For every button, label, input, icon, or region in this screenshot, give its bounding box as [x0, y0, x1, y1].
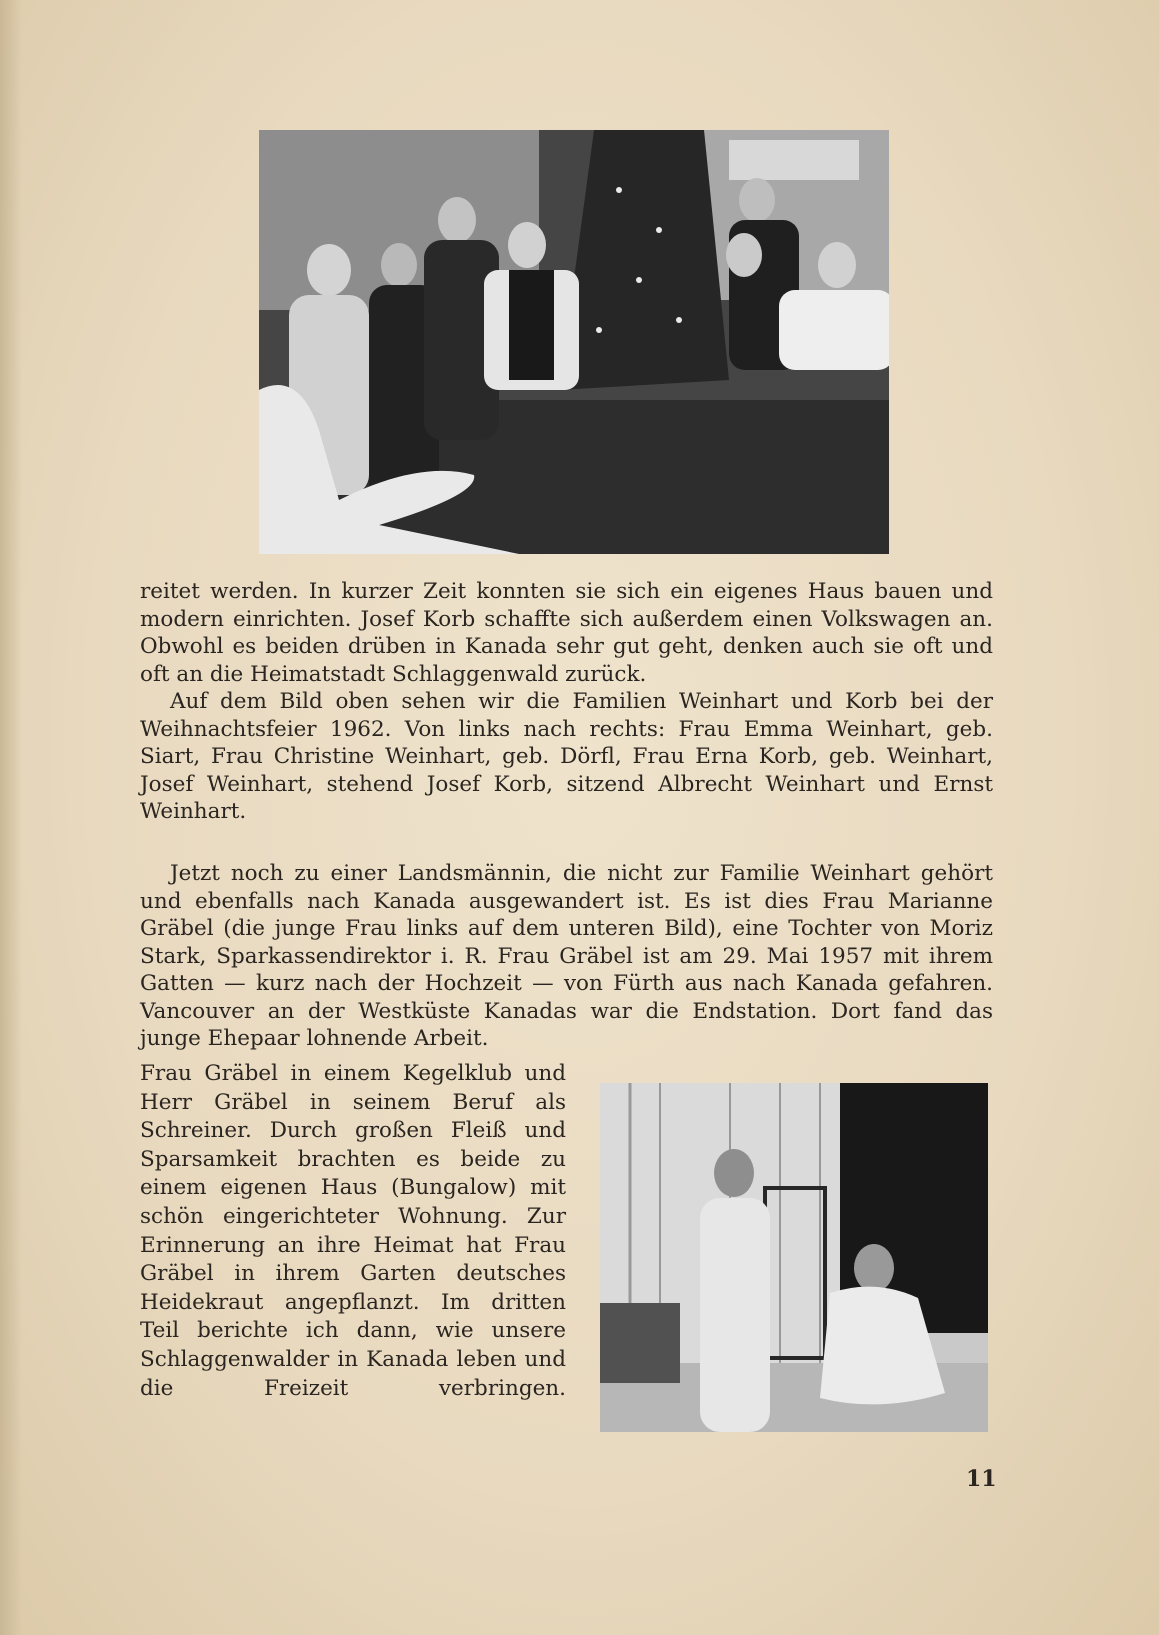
article-text-top: [140, 578, 993, 826]
paragraph-photo-caption-christmas: Auf dem Bild oben sehen wir die Familien Weinhart und Korb bei der Weihnachtsfeier 1962. Von links nach rechts: Frau Emma Weinhart, geb. Siart, Frau Christine Weinhart, geb. Dörfl, Frau Erna Korb, geb. Weinhart, Josef Weinhart, stehend Josef Korb, sitzend Albrecht Weinhart und Ernst Weinhart.: [140, 689, 993, 824]
paragraph-bungalow: Frau Gräbel in einem Kegelklub und Herr Gräbel in seinem Beruf als Schreiner. Durch großen Fleiß und Sparsamkeit brachten es beide zu einem eigenen Haus (Bungalow) mit schön eingerichteter Wohnung. Zur Erinnerung an ihre Heimat hat Frau Gräbel in ihrem Garten deutsches Heidekraut angepflanzt. Im dritten Teil berichte ich dann, wie unsere Schlaggenwalder in Kanada leben und die Freizeit verbringen.: [140, 1061, 566, 1401]
paragraph-emigration-home: reitet werden. In kurzer Zeit konnten sie sich ein eigenes Haus bauen und modern einrichten. Josef Korb schaffte sich außerdem einen Volkswagen an. Obwohl es beiden drüben in Kanada sehr gut geht, denken auch sie oft und oft an die Heimatstadt Schlaggenwald zurück.: [140, 579, 993, 687]
article-text-middle: [140, 860, 993, 1053]
paragraph-marianne-graebel: Jetzt noch zu einer Landsmännin, die nicht zur Familie Weinhart gehört und ebenfalls nach Kanada ausgewandert ist. Es ist dies Frau Marianne Gräbel (die junge Frau links auf dem unteren Bild), eine Tochter von Moriz Stark, Sparkassendirektor i. R. Frau Gräbel ist am 29. Mai 1957 mit ihrem Gatten — kurz nach der Hochzeit — von Fürth aus nach Kanada gefahren. Vancouver an der Westküste Kanadas war die Endstation. Dort fand das junge Ehepaar lohnende Arbeit.: [140, 861, 993, 1051]
photo-graebel-house: [600, 1083, 988, 1432]
page-number: 11: [966, 1466, 997, 1492]
photo-christmas-party: [259, 130, 889, 554]
page-edge-shadow: [0, 0, 22, 1635]
